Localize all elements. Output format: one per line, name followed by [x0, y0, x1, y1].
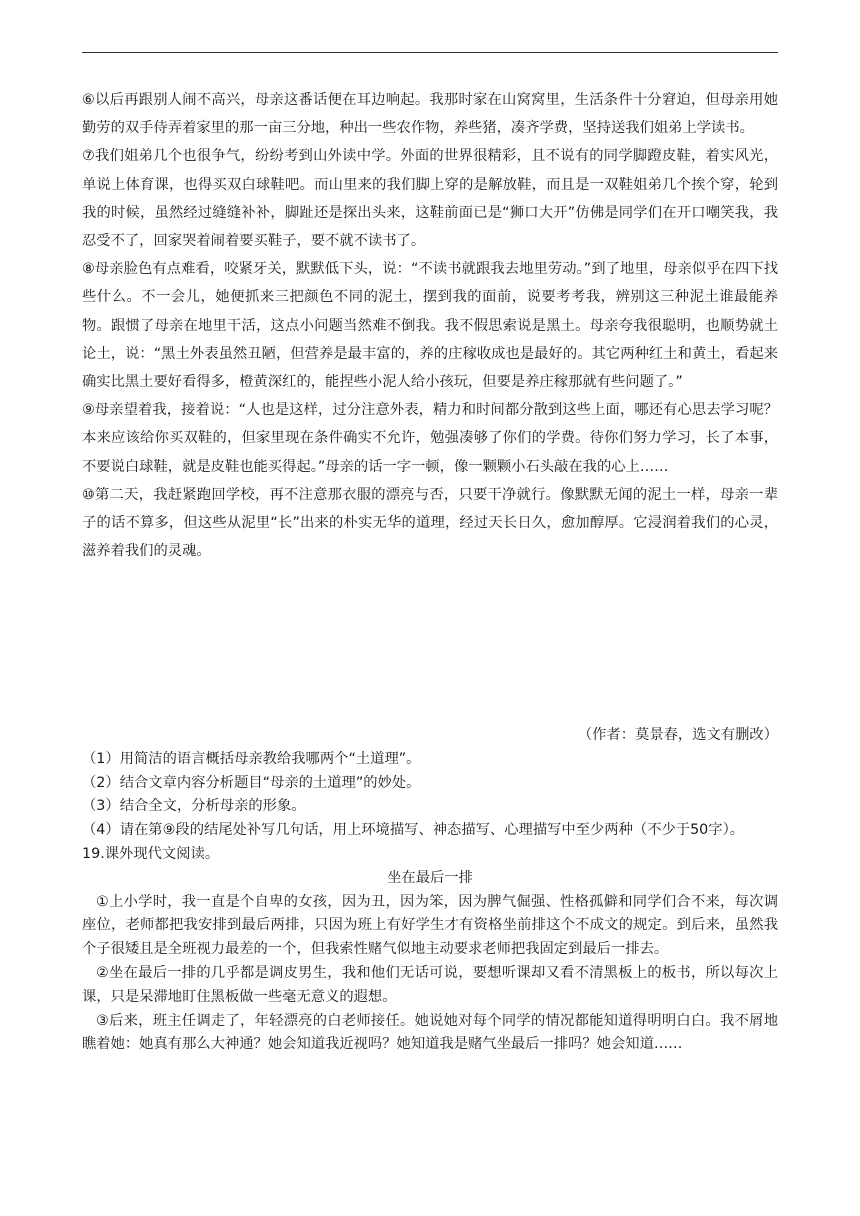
section-heading: 19.课外现代文阅读。	[82, 845, 220, 862]
questions-block	[82, 724, 778, 1057]
passage-paragraph-1: ①上小学时，我一直是个自卑的女孩，因为丑，因为笨，因为脾气倔强、性格孤僻和同学们合不来，每次调座位，老师都把我安排到最后两排，只因为班上有好学生才有资格坐前排这个不成文的规定。到后来，虽然我个子很矮且是全班视力最差的一个，但我索性赌气似地主动要求老师把我固定到最后一排去。	[82, 893, 778, 958]
paragraph-8: ⑧母亲脸色有点难看，咬紧牙关，默默低下头，说：“不读书就跟我去地里劳动。”到了地里，母亲似乎在四下找些什么。不一会儿，她便抓来三把颜色不同的泥土，摆到我的面前，说要考考我，辨别这三种泥土谁最能养物。跟惯了母亲在地里干活，这点小问题当然难不倒我。我不假思索说是黑土。母亲夸我很聪明，也顺势就土论土，说：“黑土外表虽然丑陋，但营养是最丰富的，养的庄稼收成也是最好的。其它两种红土和黄土，看起来确实比黑土要好看得多，橙黄深红的，能捏些小泥人给小孩玩，但要是养庄稼那就有些问题了。”	[82, 261, 778, 391]
story-continuation	[82, 86, 778, 565]
paragraph-7: ⑦我们姐弟几个也很争气，纷纷考到山外读中学。外面的世界很精彩，且不说有的同学脚蹬皮鞋，着实风光，单说上体育课，也得买双白球鞋吧。而山里来的我们脚上穿的是解放鞋，而且是一双鞋姐弟几个挨个穿，轮到我的时候，虽然经过缝缝补补，脚趾还是探出头来，这鞋前面已是“狮口大开”仿佛是同学们在开口嘲笑我，我忍受不了，回家哭着闹着要买鞋子，要不就不读书了。	[82, 148, 778, 250]
passage-title: 坐在最后一排	[387, 869, 473, 886]
question-4: （4）请在第⑨段的结尾处补写几句话，用上环境描写、神态描写、心理描写中至少两种（不少于50字）。	[82, 822, 745, 839]
author-note: （作者：莫景春，选文有删改）	[577, 727, 778, 743]
paragraph-6: ⑥以后再跟别人闹不高兴，母亲这番话便在耳边响起。我那时家在山窝窝里，生活条件十分窘迫，但母亲用她勤劳的双手侍弄着家里的那一亩三分地，种出一些农作物，养些猪，凑齐学费，坚持送我们姐弟上学读书。	[82, 92, 778, 137]
paragraph-10: ⑩第二天，我赶紧跑回学校，再不注意那衣服的漂亮与否，只要干净就行。像默默无闻的泥土一样，母亲一辈子的话不算多，但这些从泥里“长”出来的朴实无华的道理，经过天长日久，愈加醇厚。它浸润着我们的心灵，滋养着我们的灵魂。	[82, 486, 778, 560]
passage-paragraph-3: ③后来，班主任调走了，年轻漂亮的白老师接任。她说她对每个同学的情况都能知道得明明白白。我不屑地瞧着她：她真有那么大神通？她会知道我近视吗？她知道我是赌气坐最后一排吗？她会知道……	[82, 1012, 778, 1053]
question-3: （3）结合全文，分析母亲的形象。	[82, 798, 306, 815]
passage-paragraph-2: ②坐在最后一排的几乎都是调皮男生，我和他们无话可说，要想听课却又看不清黑板上的板书，所以每次上课，只是呆滞地盯住黑板做一些毫无意义的遐想。	[82, 964, 778, 1005]
paragraph-9: ⑨母亲望着我，接着说：“人也是这样，过分注意外表，精力和时间都分散到这些上面，哪还有心思去学习呢？本来应该给你买双鞋的，但家里现在条件确实不允许，勉强凑够了你们的学费。待你们努力学习，长了本事，不要说白球鞋，就是皮鞋也能买得起。”母亲的话一字一顿，像一颗颗小石头敲在我的心上……	[82, 402, 778, 475]
header-rule	[82, 52, 778, 53]
question-1: （1）用简洁的语言概括母亲教给我哪两个“土道理”。	[82, 750, 421, 767]
question-2: （2）结合文章内容分析题目“母亲的土道理”的妙处。	[82, 774, 421, 791]
